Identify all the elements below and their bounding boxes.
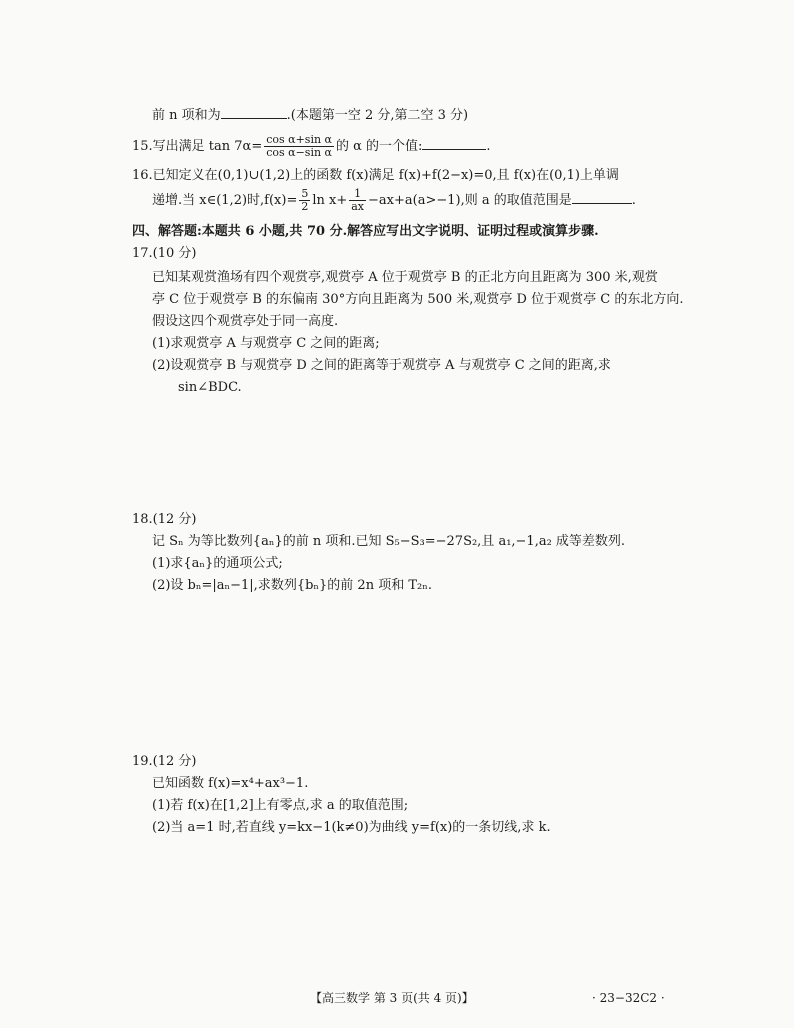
question-15 [132, 134, 491, 160]
page-number: 【高三数学 第 3 页(共 4 页)】 [310, 991, 474, 1005]
q17-subquestion: sin∠BDC. [178, 380, 242, 395]
q16-text-suffix: −ax+a(a>−1),则 a 的取值范围是 [368, 193, 572, 208]
q17-part2-cont [178, 378, 242, 398]
q18-line1 [152, 532, 625, 552]
answer-blank [221, 106, 287, 119]
q17-line1 [152, 268, 658, 288]
answer-blank [572, 191, 632, 204]
q17-subquestion: (1)求观赏亭 A 与观赏亭 C 之间的距离; [152, 336, 380, 351]
q17-line3 [152, 312, 338, 332]
q18-part2 [152, 576, 432, 596]
q18-subquestion: (2)设 bₙ=|aₙ−1|,求数列{bₙ}的前 2n 项和 T₂ₙ. [152, 578, 432, 593]
answer-blank [422, 137, 486, 150]
q16-text-mid: ln x+ [312, 193, 348, 208]
q17-header [132, 244, 197, 264]
q17-part2 [152, 356, 611, 376]
q17-text: 已知某观赏渔场有四个观赏亭,观赏亭 A 位于观赏亭 B 的正北方向且距离为 300 米,观赏 [152, 270, 658, 285]
q17-text: 假设这四个观赏亭处于同一高度. [152, 314, 339, 329]
q16-text: 16.已知定义在(0,1)∪(1,2)上的函数 f(x)满足 f(x)+f(2−x)=0,且 f(x)在(0,1)上单调 [132, 168, 619, 183]
exam-code [592, 990, 665, 1006]
q18-text: 记 Sₙ 为等比数列{aₙ}的前 n 项和.已知 S₅−S₃=−27S₂,且 a₁,−1,a₂ 成等差数列. [152, 534, 626, 549]
q17-score: 17.(10 分) [132, 246, 197, 261]
q15-fraction [264, 134, 334, 159]
q17-text: 亭 C 位于观赏亭 B 的东偏南 30°方向且距离为 500 米,观赏亭 D 位于观赏亭 C 的东北方向. [152, 292, 684, 307]
q18-part1 [152, 554, 283, 574]
q17-line2 [152, 290, 683, 310]
q15-period: . [486, 139, 491, 154]
q16-frac1-denominator: 2 [301, 200, 309, 213]
section-title: 四、解答题:本题共 6 小题,共 70 分.解答应写出文字说明、证明过程或演算步骤. [132, 224, 599, 239]
q16-frac2-numerator: 1 [349, 188, 366, 201]
page-footer [310, 990, 474, 1006]
q19-line1 [152, 774, 308, 794]
q19-subquestion: (2)当 a=1 时,若直线 y=kx−1(k≠0)为曲线 y=f(x)的一条切线,求 k. [152, 820, 551, 835]
q16-text: 递增.当 x∈(1,2)时,f(x)= [152, 193, 298, 208]
continuation-line [152, 106, 468, 126]
q15-text: 15.写出满足 tan 7α= [132, 139, 263, 154]
q19-header [132, 752, 197, 772]
q19-score: 19.(12 分) [132, 754, 197, 769]
q19-part2 [152, 818, 551, 838]
q19-text: 已知函数 f(x)=x⁴+ax³−1. [152, 776, 309, 791]
q15-frac-denominator: cos α−sin α [266, 146, 332, 159]
q16-period: . [631, 193, 636, 208]
q16-frac1-numerator: 5 [301, 187, 309, 200]
q15-text-suffix: 的 α 的一个值: [335, 139, 423, 154]
question-16-line2 [152, 188, 636, 214]
section-heading [132, 222, 599, 242]
q15-frac-numerator: cos α+sin α [266, 133, 332, 146]
q19-subquestion: (1)若 f(x)在[1,2]上有零点,求 a 的取值范围; [152, 798, 409, 813]
continuation-text: 前 n 项和为 [152, 108, 221, 123]
q18-subquestion: (1)求{aₙ}的通项公式; [152, 556, 283, 571]
q16-fraction-1 [299, 188, 310, 213]
question-16-line1 [132, 166, 619, 186]
q16-frac2-denominator: ax [351, 200, 365, 213]
q16-fraction-2 [349, 188, 366, 213]
q18-header [132, 510, 197, 530]
q17-part1 [152, 334, 380, 354]
exam-code-text: · 23−32C2 · [592, 991, 665, 1005]
q18-score: 18.(12 分) [132, 512, 197, 527]
q17-subquestion: (2)设观赏亭 B 与观赏亭 D 之间的距离等于观赏亭 A 与观赏亭 C 之间的距离,求 [152, 358, 611, 373]
continuation-note: .(本题第一空 2 分,第二空 3 分) [286, 108, 469, 123]
q19-part1 [152, 796, 408, 816]
